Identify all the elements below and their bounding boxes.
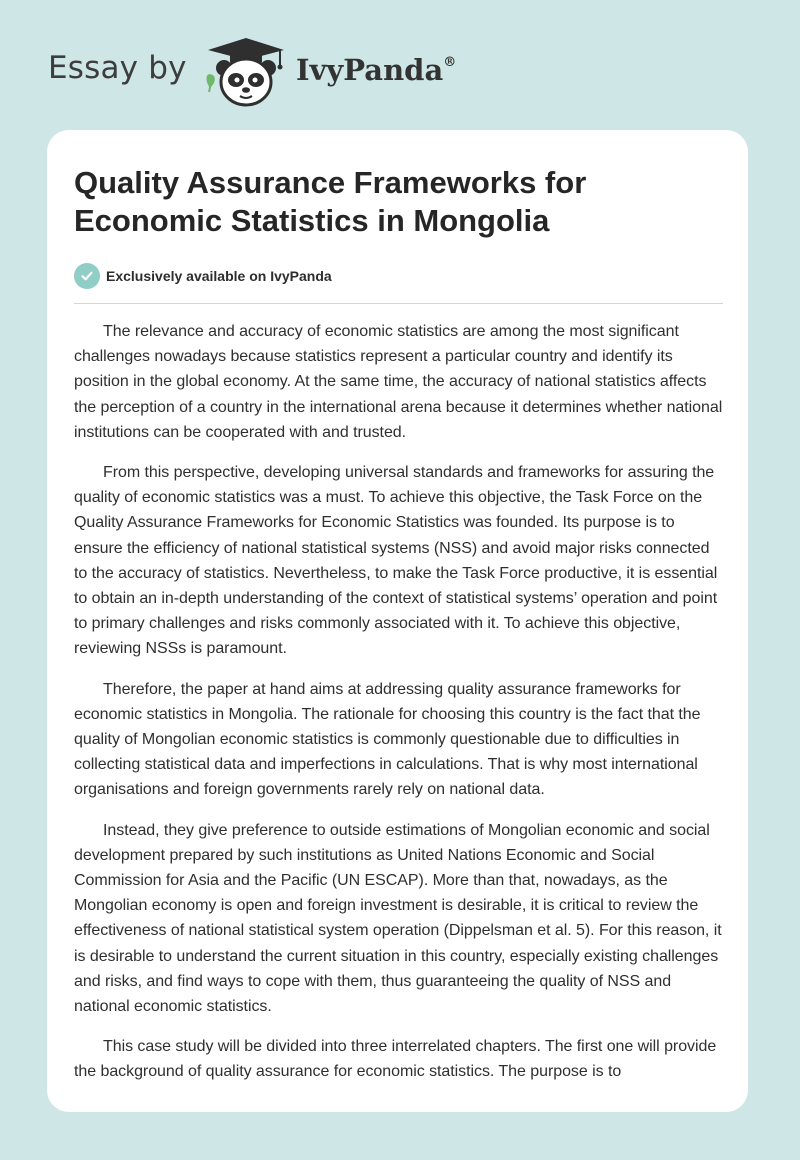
divider: [74, 303, 723, 304]
page-title: Quality Assurance Frameworks for Economic Statistics in Mongolia: [74, 165, 587, 238]
registered-mark: ®: [443, 55, 457, 70]
panda-logo-graphic: [200, 36, 292, 108]
paragraph: This case study will be divided into three interrelated chapters. The first one will provide the background of quality assurance for economic statistics. The purpose is to: [74, 1038, 717, 1081]
exclusive-badge: [74, 263, 332, 289]
paragraph: From this perspective, developing universal standards and frameworks for assuring the quality of economic statistics was a must. To achieve this objective, the Task Force on the Quality Assurance Frameworks for Economic Statistics was founded. Its purpose is to ensure the efficiency of national statistical systems (NSS) and avoid major risks connected to the accuracy of statistics. Nevertheless, to make the Task Force productive, it is essential to obtain an in-depth understanding of the context of statistical systems’ operation and point to primary challenges and risks commonly associated with it. To achieve this objective, reviewing NSSs is paramount.: [74, 464, 718, 658]
badge-label: Exclusively available on IvyPanda: [106, 268, 332, 284]
essay-body: [74, 319, 724, 1100]
essay-by-label: Essay by: [48, 50, 187, 86]
panda-graduate-logo[interactable]: [200, 36, 292, 108]
paragraph: The relevance and accuracy of economic statistics are among the most significant challenges nowadays because statistics represent a particular country and identify its position in the global economy. At the same time, the accuracy of national statistics affects the perception of a country in the international arena because it determines whether national institutions can be cooperated with and trusted.: [74, 323, 723, 441]
site-header: [0, 0, 800, 130]
brand-name[interactable]: [296, 53, 456, 87]
essay-card: [47, 130, 748, 1112]
check-circle-icon: [74, 263, 100, 289]
brand-name-text: IvyPanda: [296, 53, 444, 87]
paragraph: Instead, they give preference to outside estimations of Mongolian economic and social development prepared by such institutions as United Nations Economic and Social Commission for Asia and the Pacific (UN ESCAP). More than that, nowadays, as the Mongolian economy is open and foreign investment is desirable, it is critical to review the effectiveness of national statistical system operation (Dippelsman et al. 5). For this reason, it is desirable to understand the current situation in this country, especially existing challenges and risks, and find ways to cope with them, thus guaranteeing the quality of NSS and national economic statistics.: [74, 821, 722, 1016]
paragraph: Therefore, the paper at hand aims at addressing quality assurance frameworks for economic statistics in Mongolia. The rationale for choosing this country is the fact that the quality of Mongolian economic statistics is commonly questionable due to difficulties in collecting statistical data and imperfections in calculations. That is why most international organisations and foreign governments rarely rely on national data.: [74, 680, 701, 799]
